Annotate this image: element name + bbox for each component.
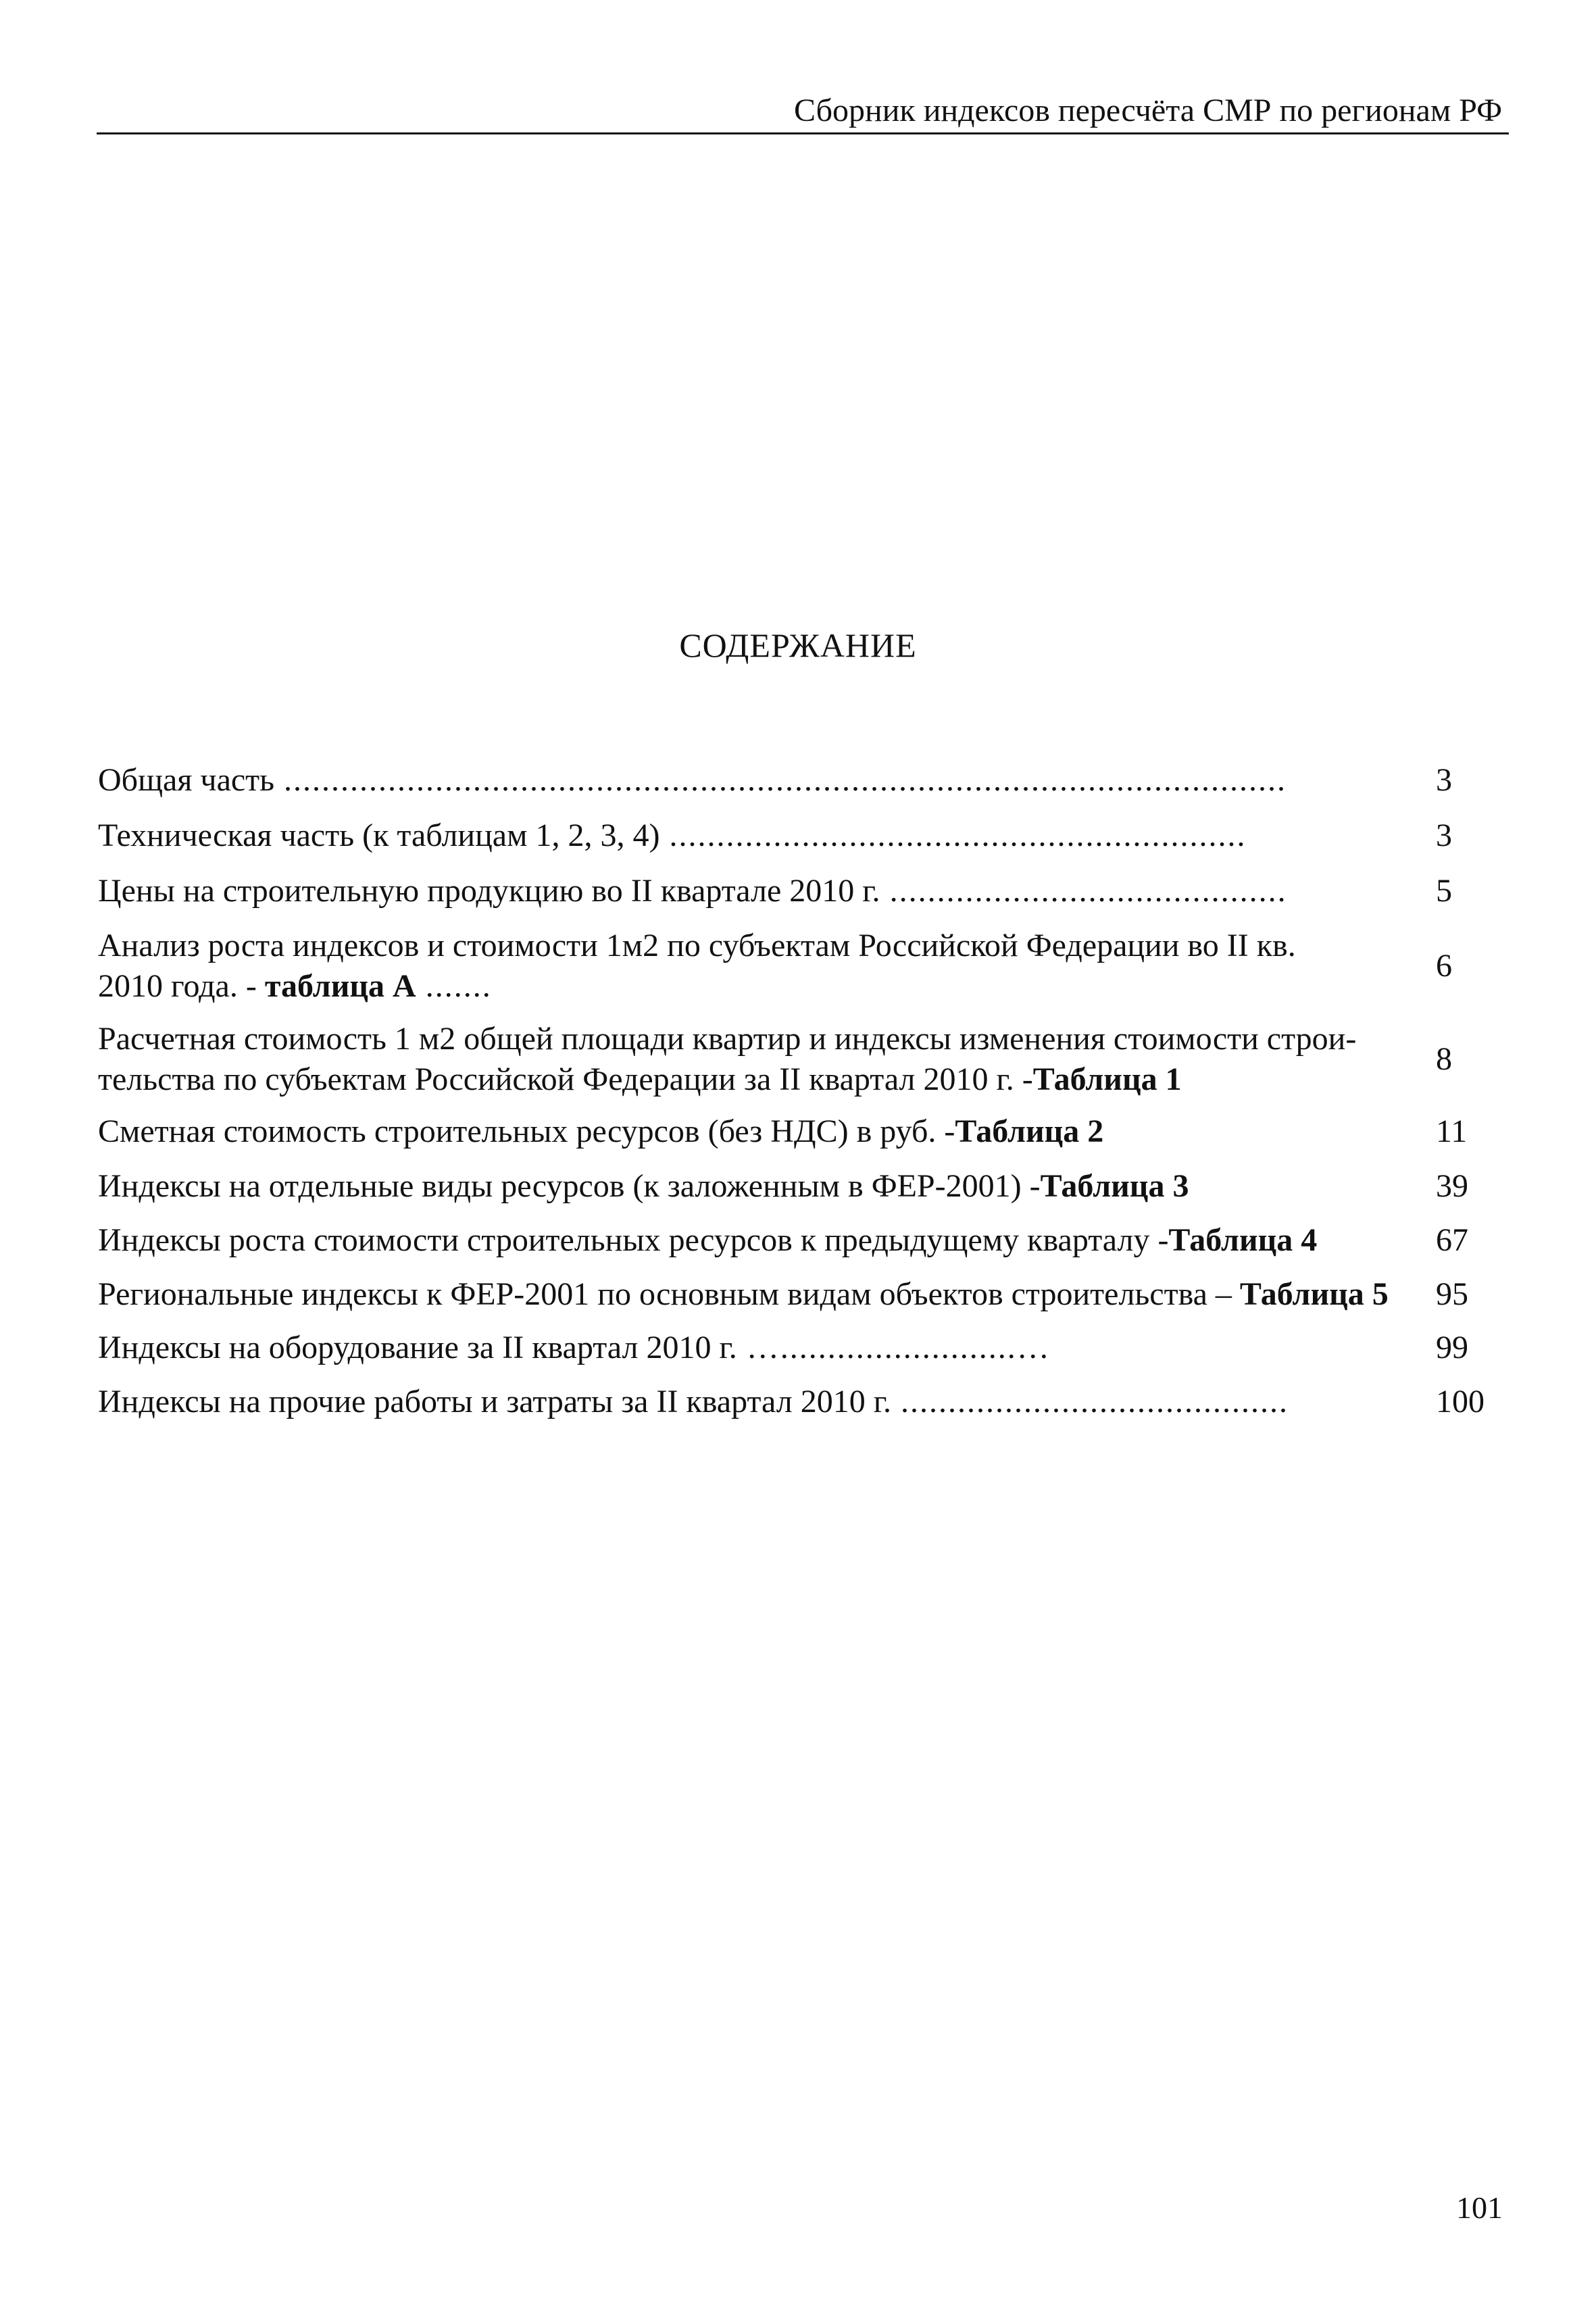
toc-entry[interactable] xyxy=(98,760,1503,801)
toc-page-number: 95 xyxy=(1436,1276,1468,1312)
toc-entry-text: Индексы роста стоимости строительных ресурсов к предыдущему кварталу - xyxy=(98,1222,1169,1258)
toc-entry-line: 2010 года. - xyxy=(98,968,265,1004)
toc-title: СОДЕРЖАНИЕ xyxy=(679,626,917,664)
toc-leader-dots: ............................................................. xyxy=(659,818,1247,853)
toc-entry[interactable] xyxy=(98,1220,1503,1261)
toc-leader-dots: .......................................... xyxy=(880,873,1287,909)
toc-entry-text: Техническая часть (к таблицам 1, 2, 3, 4) xyxy=(98,818,660,853)
toc-entry[interactable] xyxy=(98,1166,1503,1207)
toc-leader-dots: ….........................… xyxy=(737,1330,1051,1365)
toc-entry-text: Цены на строительную продукцию во II квартале 2010 г. xyxy=(98,873,880,909)
toc-entry-text: Общая часть xyxy=(98,762,275,798)
toc-page-number: 6 xyxy=(1436,948,1452,984)
toc-page-number: 5 xyxy=(1436,873,1452,909)
toc-entry-text: Региональные индексы к ФЕР-2001 по основным видам объектов строительства – xyxy=(98,1276,1240,1312)
toc-leader-dots: ......................................... xyxy=(891,1384,1289,1419)
toc-leader-dots: .......................................................................................................... xyxy=(274,762,1287,798)
toc-table-label: Таблица 2 xyxy=(955,1113,1104,1149)
toc-entry-line: Расчетная стоимость 1 м2 общей площади квартир и индексы изменения стоимости строи- xyxy=(98,1021,1357,1057)
toc-entry-line: тельства по субъектам Российской Федерации за II квартал 2010 г. - xyxy=(98,1061,1033,1097)
toc-entry-text: Сметная стоимость строительных ресурсов (без НДС) в руб. - xyxy=(98,1113,955,1149)
toc-entry-line: Анализ роста индексов и стоимости 1м2 по субъектам Российской Федерации во II кв. xyxy=(98,928,1296,963)
toc-table-label: Таблица 3 xyxy=(1040,1168,1189,1204)
toc-leader-dots: ....... xyxy=(416,968,492,1004)
toc-page-number: 8 xyxy=(1436,1041,1452,1077)
toc-entry-text: Индексы на прочие работы и затраты за II квартал 2010 г. xyxy=(98,1384,891,1419)
toc-page-number: 11 xyxy=(1436,1113,1468,1149)
toc-entry[interactable] xyxy=(98,871,1503,911)
toc-entry[interactable] xyxy=(98,1019,1503,1101)
toc-table-label: Таблица 5 xyxy=(1239,1276,1389,1312)
toc-page-number: 99 xyxy=(1436,1330,1468,1365)
toc-page-number: 3 xyxy=(1436,818,1452,853)
toc-entry[interactable] xyxy=(98,926,1503,1008)
toc-entry[interactable] xyxy=(98,1274,1503,1315)
toc-entry[interactable] xyxy=(98,1382,1503,1422)
toc-entry-text: Индексы на отдельные виды ресурсов (к заложенным в ФЕР-2001) - xyxy=(98,1168,1041,1204)
page-number: 101 xyxy=(1456,2190,1503,2225)
toc-page-number: 67 xyxy=(1436,1222,1468,1258)
toc-page-number: 100 xyxy=(1436,1384,1485,1419)
toc-table-label: таблица А xyxy=(264,968,416,1004)
toc-entry[interactable] xyxy=(98,815,1503,856)
toc-entry[interactable] xyxy=(98,1328,1503,1368)
toc-table-label: Таблица 4 xyxy=(1168,1222,1318,1258)
running-header xyxy=(97,86,1509,134)
toc-entry[interactable] xyxy=(98,1111,1503,1152)
toc-entry-text: Индексы на оборудование за II квартал 2010 г. xyxy=(98,1330,737,1365)
toc-table-label: Таблица 1 xyxy=(1032,1061,1182,1097)
toc-page-number: 3 xyxy=(1436,762,1452,798)
toc-page-number: 39 xyxy=(1436,1168,1468,1204)
header-title: Сборник индексов пересчёта СМР по регионам РФ xyxy=(794,93,1502,128)
